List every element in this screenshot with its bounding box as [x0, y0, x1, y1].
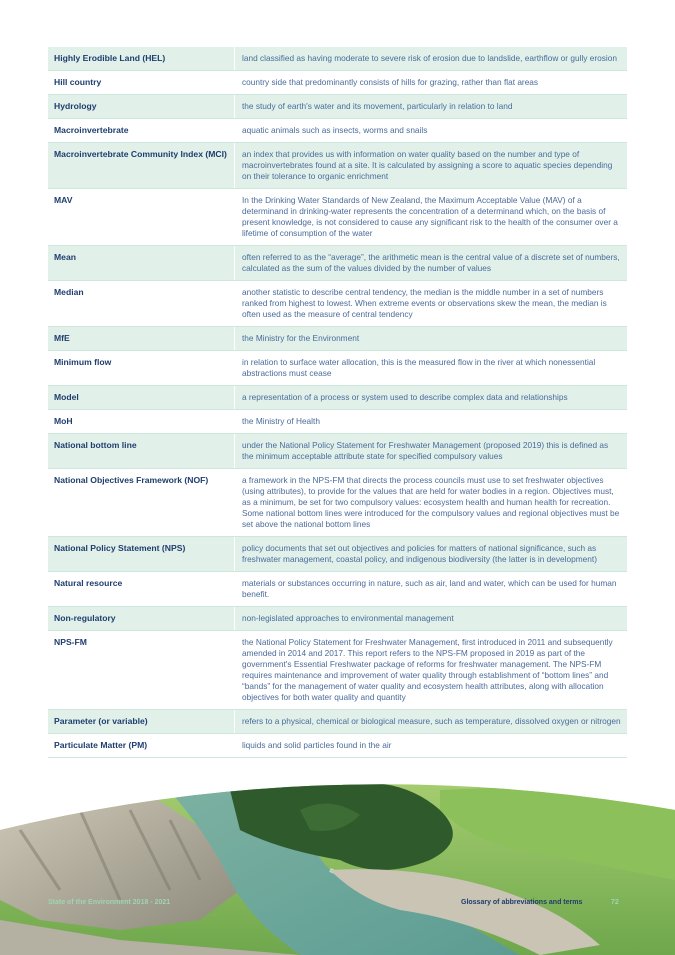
glossary-term: Minimum flow — [54, 357, 112, 367]
glossary-row — [48, 71, 627, 95]
glossary-term: NPS-FM — [54, 637, 87, 647]
glossary-row — [48, 351, 627, 386]
glossary-term: National Objectives Framework (NOF) — [54, 475, 209, 485]
glossary-term: Macroinvertebrate Community Index (MCI) — [54, 149, 227, 159]
glossary-definition: non-legislated approaches to environmental management — [234, 607, 627, 630]
glossary-term: Hydrology — [54, 101, 97, 111]
aerial-river-photo — [0, 770, 675, 955]
glossary-term: MAV — [54, 195, 73, 205]
glossary-row — [48, 572, 627, 607]
page-number: 72 — [611, 899, 619, 906]
glossary-definition: land classified as having moderate to severe risk of erosion due to landslide, earthflow or gully erosion — [234, 47, 627, 70]
glossary-term: Natural resource — [54, 578, 123, 588]
glossary-definition: often referred to as the “average”, the arithmetic mean is the central value of a discrete set of numbers, calculated as the sum of the values divided by the number of values — [234, 246, 627, 280]
glossary-definition: In the Drinking Water Standards of New Zealand, the Maximum Acceptable Value (MAV) of a determinand in drinking-water represents the concentration of a determinand which, on the basis of present knowledge, is not considered to cause any significant risk to the health of the consumer over a lifetime of consumption of the water — [234, 189, 627, 245]
glossary-term: Highly Erodible Land (HEL) — [54, 53, 166, 63]
glossary-term: National Policy Statement (NPS) — [54, 543, 186, 553]
glossary-row — [48, 434, 627, 469]
glossary-row — [48, 631, 627, 710]
glossary-row — [48, 327, 627, 351]
glossary-row — [48, 189, 627, 246]
glossary-definition: refers to a physical, chemical or biological measure, such as temperature, dissolved oxygen or nitrogen — [234, 710, 627, 733]
glossary-term: Macroinvertebrate — [54, 125, 129, 135]
glossary-term: Non-regulatory — [54, 613, 116, 623]
glossary-row — [48, 95, 627, 119]
footer-report-title: State of the Environment 2018 - 2021 — [48, 899, 171, 906]
glossary-row — [48, 469, 627, 537]
glossary-row — [48, 537, 627, 572]
glossary-definition: policy documents that set out objectives and policies for matters of national significance, such as freshwater management, coastal policy, and indigenous biodiversity (the latter is in development) — [234, 537, 627, 571]
glossary-row — [48, 410, 627, 434]
glossary-term: MfE — [54, 333, 70, 343]
glossary-term: Particulate Matter (PM) — [54, 740, 148, 750]
glossary-definition: the Ministry for the Environment — [234, 327, 627, 350]
glossary-definition: a framework in the NPS-FM that directs the process councils must use to set freshwater objectives (using attributes), to provide for the values that are held for water bodies in a region. Objectives must, as a minimum, be set for two compulsory values: ecosystem health and human health for recreation. Some national bottom lines were introduced for the compulsory values and regional objectives must be set above the national bottom lines — [234, 469, 627, 536]
glossary-row — [48, 47, 627, 71]
glossary-term: Model — [54, 392, 79, 402]
glossary-definition: a representation of a process or system used to describe complex data and relationships — [234, 386, 627, 409]
glossary-row — [48, 607, 627, 631]
glossary-definition: another statistic to describe central tendency, the median is the middle number in a set of numbers ranked from highest to lowest. When extreme events or observations skew the mean, the median is often used as the measure of central tendency — [234, 281, 627, 326]
glossary-row — [48, 143, 627, 189]
glossary-term: Mean — [54, 252, 76, 262]
glossary-definition: an index that provides us with information on water quality based on the number and type of macroinvertebrates found at a site. It is calculated by assigning a score to aquatic species depending on their tolerance to organic enrichment — [234, 143, 627, 188]
river-landscape-illustration — [0, 770, 675, 955]
glossary-definition: in relation to surface water allocation, this is the measured flow in the river at which nonessential abstractions must cease — [234, 351, 627, 385]
glossary-term: Hill country — [54, 77, 102, 87]
glossary-table — [48, 47, 627, 758]
glossary-definition: under the National Policy Statement for Freshwater Management (proposed 2019) this is defined as the minimum acceptable attribute state for specified compulsory values — [234, 434, 627, 468]
glossary-row — [48, 734, 627, 758]
glossary-definition: country side that predominantly consists of hills for grazing, rather than flat areas — [234, 71, 627, 94]
glossary-term: National bottom line — [54, 440, 137, 450]
glossary-term: Median — [54, 287, 84, 297]
glossary-definition: aquatic animals such as insects, worms and snails — [234, 119, 627, 142]
glossary-row — [48, 710, 627, 734]
glossary-definition: the study of earth's water and its movement, particularly in relation to land — [234, 95, 627, 118]
glossary-term: MoH — [54, 416, 73, 426]
glossary-term: Parameter (or variable) — [54, 716, 148, 726]
glossary-row — [48, 119, 627, 143]
footer-section-title: Glossary of abbreviations and terms — [461, 899, 583, 906]
glossary-definition: the Ministry of Health — [234, 410, 627, 433]
glossary-row — [48, 246, 627, 281]
glossary-definition: materials or substances occurring in nature, such as air, land and water, which can be used for human benefit. — [234, 572, 627, 606]
glossary-row — [48, 281, 627, 327]
glossary-row — [48, 386, 627, 410]
glossary-definition: liquids and solid particles found in the air — [234, 734, 627, 757]
glossary-definition: the National Policy Statement for Freshwater Management, first introduced in 2011 and subsequently amended in 2014 and 2017. This report refers to the NPS-FM proposed in 2019 as part of the government's Essential Freshwater package of reforms for freshwater management. The NPS-FM requires maintenance and improvement of water quality through establishment of “bottom lines” and “bands” for the management of water quality and ecosystem health attributes, along with allocation objectives for both water quality and quantity — [234, 631, 627, 709]
